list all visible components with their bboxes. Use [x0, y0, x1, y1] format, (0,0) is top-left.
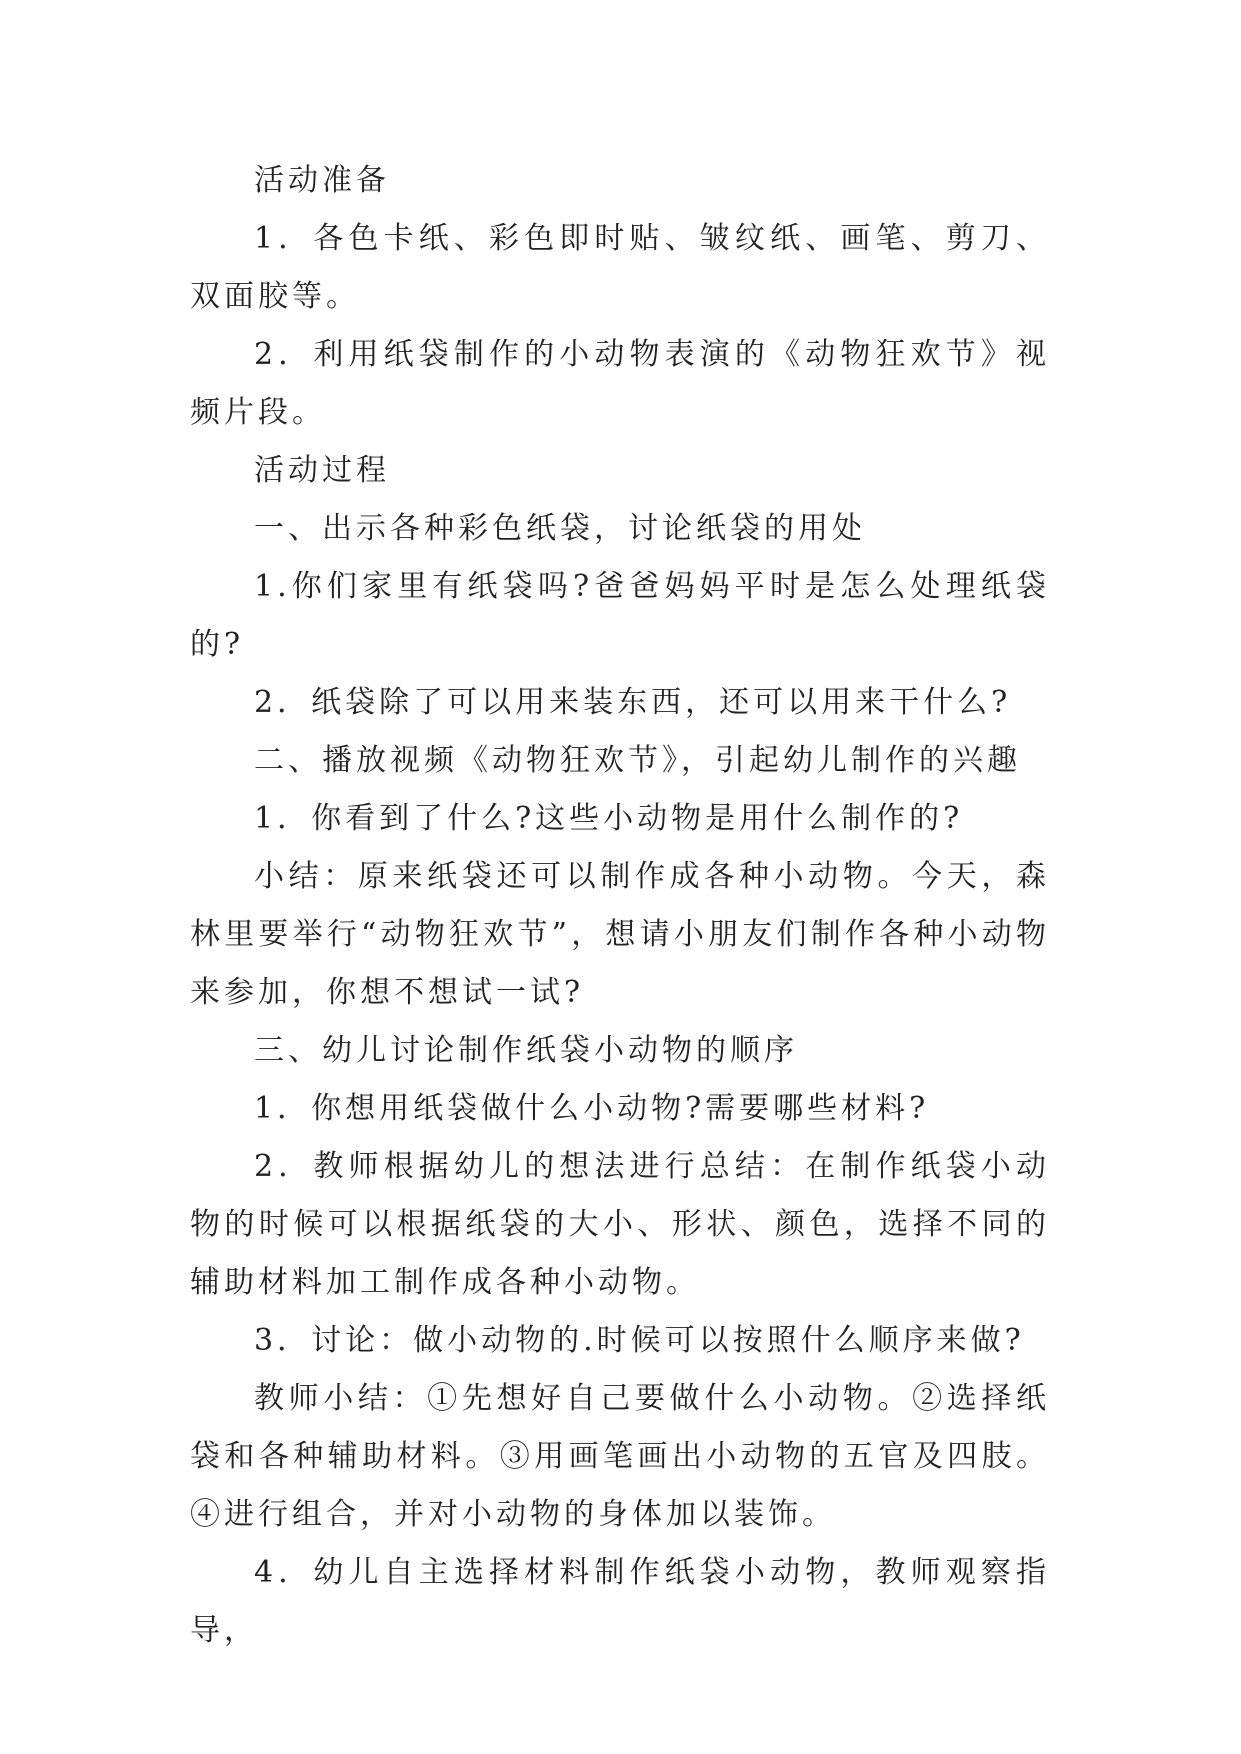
section-3-item-4: 4．幼儿自主选择材料制作纸袋小动物，教师观察指导，: [190, 1555, 1050, 1648]
document-body: [190, 152, 1050, 1660]
section-2-heading: 二、播放视频《动物狂欢节》，引起幼儿制作的兴趣: [254, 743, 1021, 778]
heading-activity-process: 活动过程: [254, 453, 390, 488]
preparation-item-2: 2．利用纸袋制作的小动物表演的《动物狂欢节》视频片段。: [190, 337, 1050, 430]
heading-activity-preparation: 活动准备: [254, 163, 390, 198]
teacher-summary: 教师小结：①先想好自己要做什么小动物。②选择纸袋和各种辅助材料。③用画笔画出小动物的五官及四肢。④进行组合，并对小动物的身体加以装饰。: [190, 1381, 1050, 1532]
section-3-item-2: 2．教师根据幼儿的想法进行总结：在制作纸袋小动物的时候可以根据纸袋的大小、形状、颜色，选择不同的辅助材料加工制作成各种小动物。: [190, 1149, 1050, 1300]
section-1-heading: 一、出示各种彩色纸袋，讨论纸袋的用处: [254, 511, 866, 546]
section-3-item-1: 1．你想用纸袋做什么小动物?需要哪些材料?: [254, 1091, 930, 1126]
section-1-question-1: 1.你们家里有纸袋吗?爸爸妈妈平时是怎么处理纸袋的?: [190, 569, 1050, 662]
preparation-item-1: 1．各色卡纸、彩色即时贴、皱纹纸、画笔、剪刀、双面胶等。: [190, 221, 1050, 314]
section-2-question-1: 1．你看到了什么?这些小动物是用什么制作的?: [254, 801, 964, 836]
section-1-question-2: 2．纸袋除了可以用来装东西，还可以用来干什么?: [254, 685, 1012, 720]
section-2-summary: 小结：原来纸袋还可以制作成各种小动物。今天，森林里要举行“动物狂欢节”，想请小朋友们制作各种小动物来参加，你想不想试一试?: [190, 859, 1050, 1010]
section-3-heading: 三、幼儿讨论制作纸袋小动物的顺序: [254, 1033, 798, 1068]
section-3-item-3: 3．讨论：做小动物的.时候可以按照什么顺序来做?: [254, 1323, 1025, 1358]
